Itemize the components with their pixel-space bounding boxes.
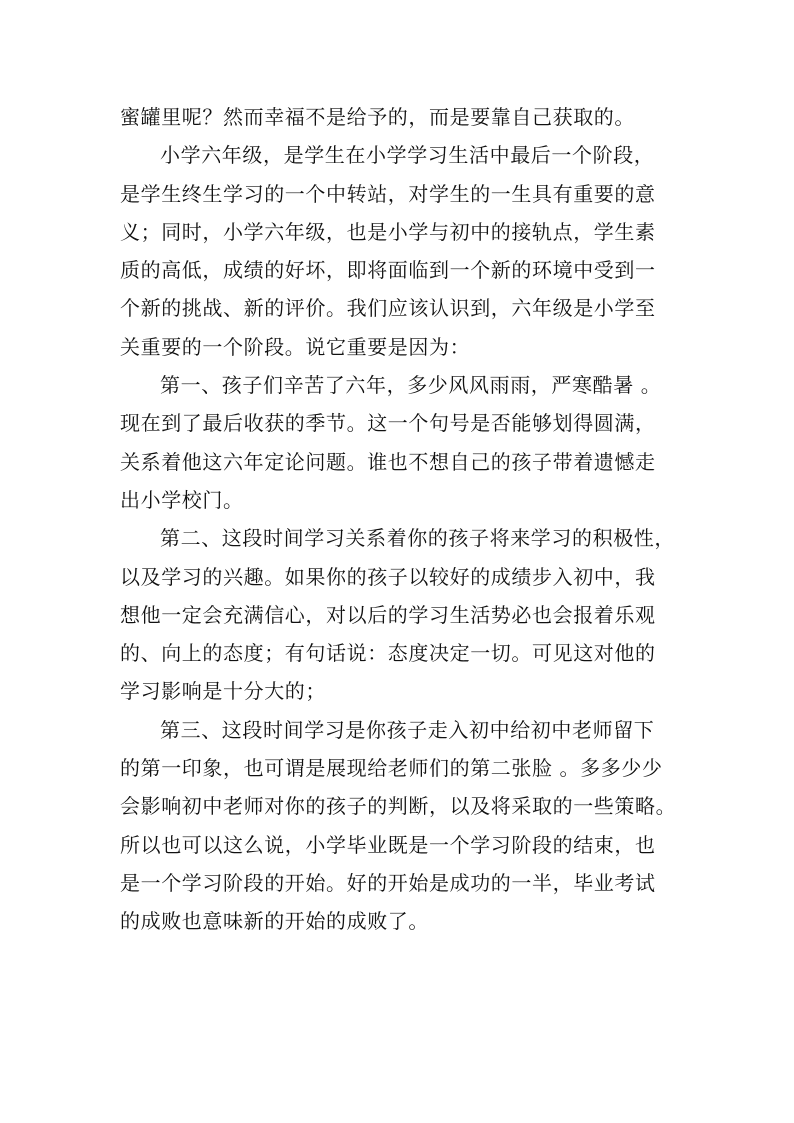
text-line: 以及学习的兴趣。如果你的孩子以较好的成绩步入初中，我 xyxy=(120,564,656,589)
paragraph-start-line: 第二、这段时间学习关系着你的孩子将来学习的积极性， xyxy=(160,526,675,551)
text-line: 义；同时，小学六年级，也是小学与初中的接轨点，学生素 xyxy=(120,219,656,244)
text-line: 是学生终生学习的一个中转站，对学生的一生具有重要的意 xyxy=(120,181,656,206)
paragraph-start-line: 第三、这段时间学习是你孩子走入初中给初中老师留下 xyxy=(160,717,655,742)
text-line: 会影响初中老师对你的孩子的判断，以及将采取的一些策略。 xyxy=(120,794,677,819)
text-line: 学习影响是十分大的； xyxy=(120,679,326,704)
text-line: 所以也可以这么说，小学毕业既是一个学习阶段的结束，也 xyxy=(120,832,656,857)
text-line: 个新的挑战、新的评价。我们应该认识到，六年级是小学至 xyxy=(120,296,656,321)
text-line: 的、向上的态度；有句话说：态度决定一切。可见这对他的 xyxy=(120,641,656,666)
paragraph-start-line: 第一、孩子们辛苦了六年，多少风风雨雨，严寒酷暑 。 xyxy=(160,373,662,398)
text-line: 质的高低，成绩的好坏，即将面临到一个新的环境中受到一 xyxy=(120,258,656,283)
text-line: 的第一印象，也可谓是展现给老师们的第二张脸 。多多少少 xyxy=(120,756,663,781)
text-line: 蜜罐里呢？然而幸福不是给予的，而是要靠自己获取的。 xyxy=(120,105,635,129)
text-line: 出小学校门。 xyxy=(120,487,244,512)
body-text xyxy=(120,98,676,941)
text-line: 是一个学习阶段的开始。好的开始是成功的一半，毕业考试 xyxy=(120,870,656,895)
text-line: 的成败也意味新的开始的成败了。 xyxy=(120,909,429,934)
text-line: 现在到了最后收获的季节。这一个句号是否能够划得圆满， xyxy=(120,411,656,436)
text-line: 关系着他这六年定论问题。谁也不想自己的孩子带着遗憾走 xyxy=(120,449,656,474)
paragraph-start-line: 小学六年级，是学生在小学学习生活中最后一个阶段， xyxy=(160,143,655,168)
text-line: 想他一定会充满信心，对以后的学习生活势必也会报着乐观 xyxy=(120,602,656,627)
text-line: 关重要的一个阶段。说它重要是因为： xyxy=(120,334,471,359)
